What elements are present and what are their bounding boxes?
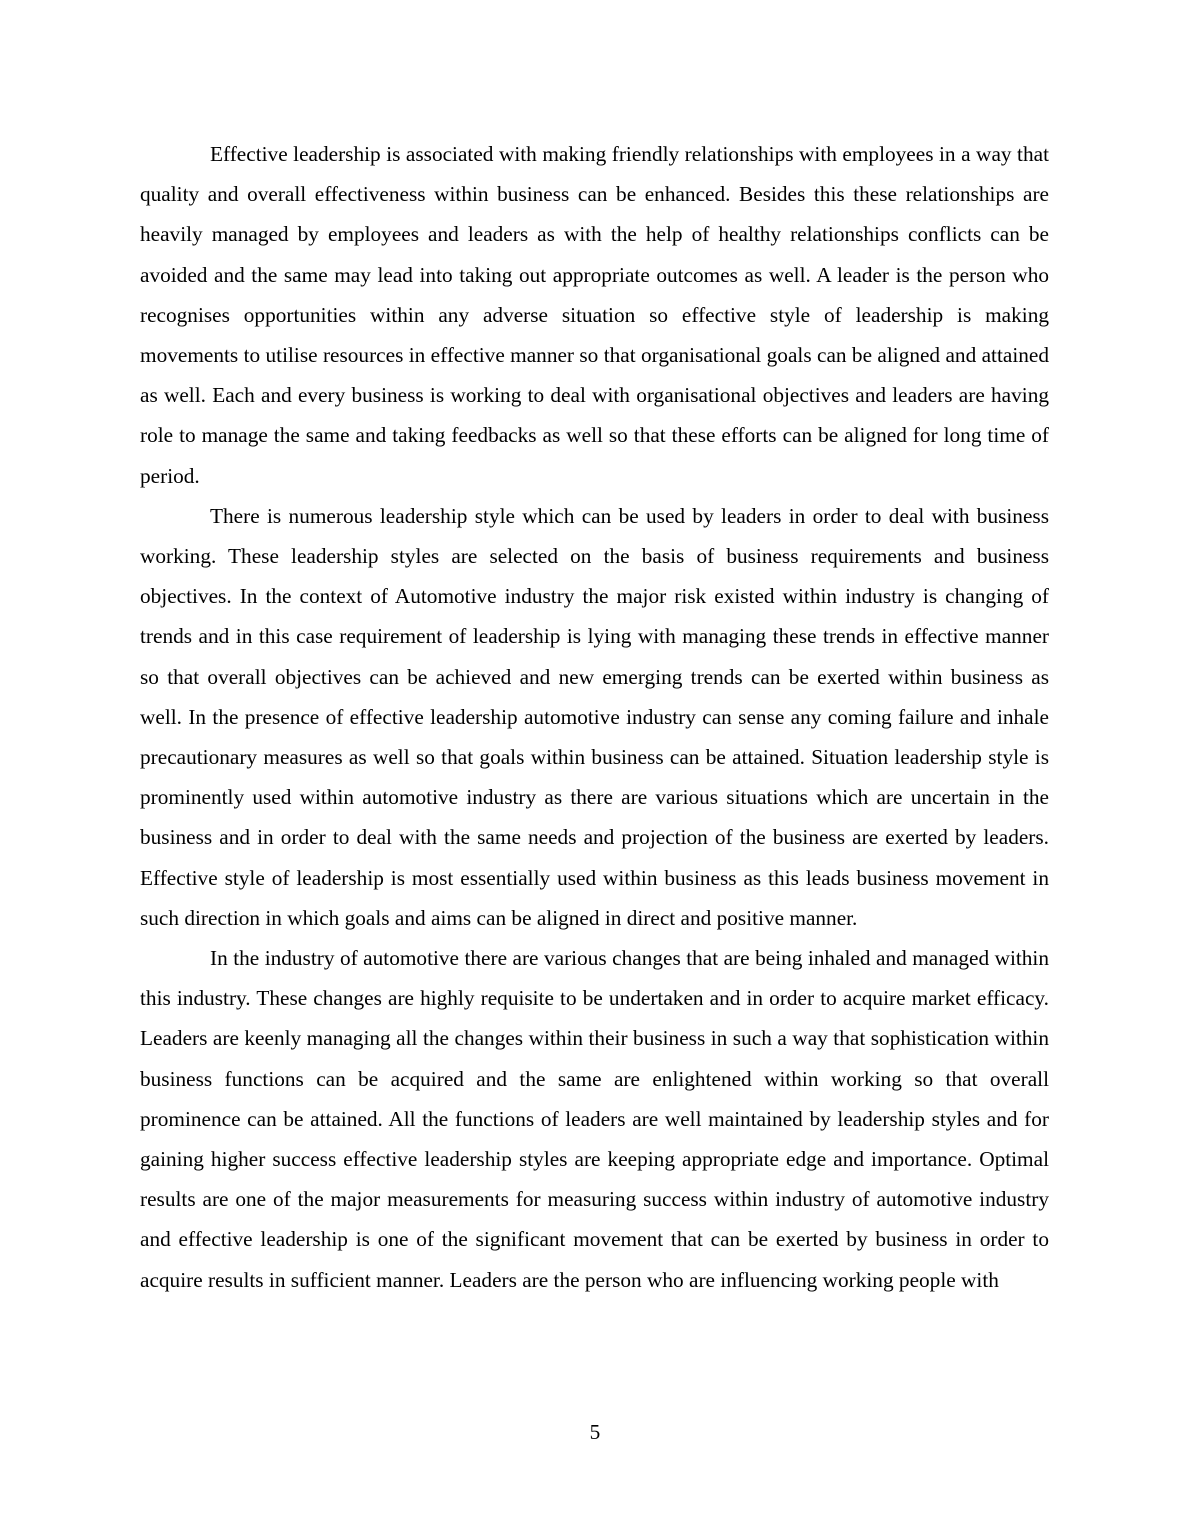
paragraph-automotive-changes: In the industry of automotive there are various changes that are being inhaled and managed within this industry. These changes are highly requisite to be undertaken and in order to acquire market efficacy. Leaders are keenly managing all the changes within their business in such a way that sophistication within business functions can be acquired and the same are enlightened within working so that overall prominence can be attained. All the functions of leaders are well maintained by leadership styles and for gaining higher success effective leadership styles are keeping appropriate edge and importance. Optimal results are one of the major measurements for measuring success within industry of automotive industry and effective leadership is one of the significant movement that can be exerted by business in order to acquire results in sufficient manner. Leaders are the person who are influencing working people with xyxy=(140,946,1049,1292)
paragraph-effective-leadership: Effective leadership is associated with making friendly relationships with employees in a way that quality and overall effectiveness within business can be enhanced. Besides this these relationships are heavily managed by employees and leaders as with the help of healthy relationships conflicts can be avoided and the same may lead into taking out appropriate outcomes as well. A leader is the person who recognises opportunities within any adverse situation so effective style of leadership is making movements to utilise resources in effective manner so that organisational goals can be aligned and attained as well. Each and every business is working to deal with organisational objectives and leaders are having role to manage the same and taking feedbacks as well so that these efforts can be aligned for long time of period. xyxy=(140,142,1049,488)
document-body xyxy=(140,134,1049,1300)
page-number: 5 xyxy=(589,1420,601,1444)
paragraph-leadership-styles: There is numerous leadership style which can be used by leaders in order to deal with business working. These leadership styles are selected on the basis of business requirements and business objectives. In the context of Automotive industry the major risk existed within industry is changing of trends and in this case requirement of leadership is lying with managing these trends in effective manner so that overall objectives can be achieved and new emerging trends can be exerted within business as well. In the presence of effective leadership automotive industry can sense any coming failure and inhale precautionary measures as well so that goals within business can be attained. Situation leadership style is prominently used within automotive industry as there are various situations which are uncertain in the business and in order to deal with the same needs and projection of the business are exerted by leaders. Effective style of leadership is most essentially used within business as this leads business movement in such direction in which goals and aims can be aligned in direct and positive manner. xyxy=(140,503,1049,930)
